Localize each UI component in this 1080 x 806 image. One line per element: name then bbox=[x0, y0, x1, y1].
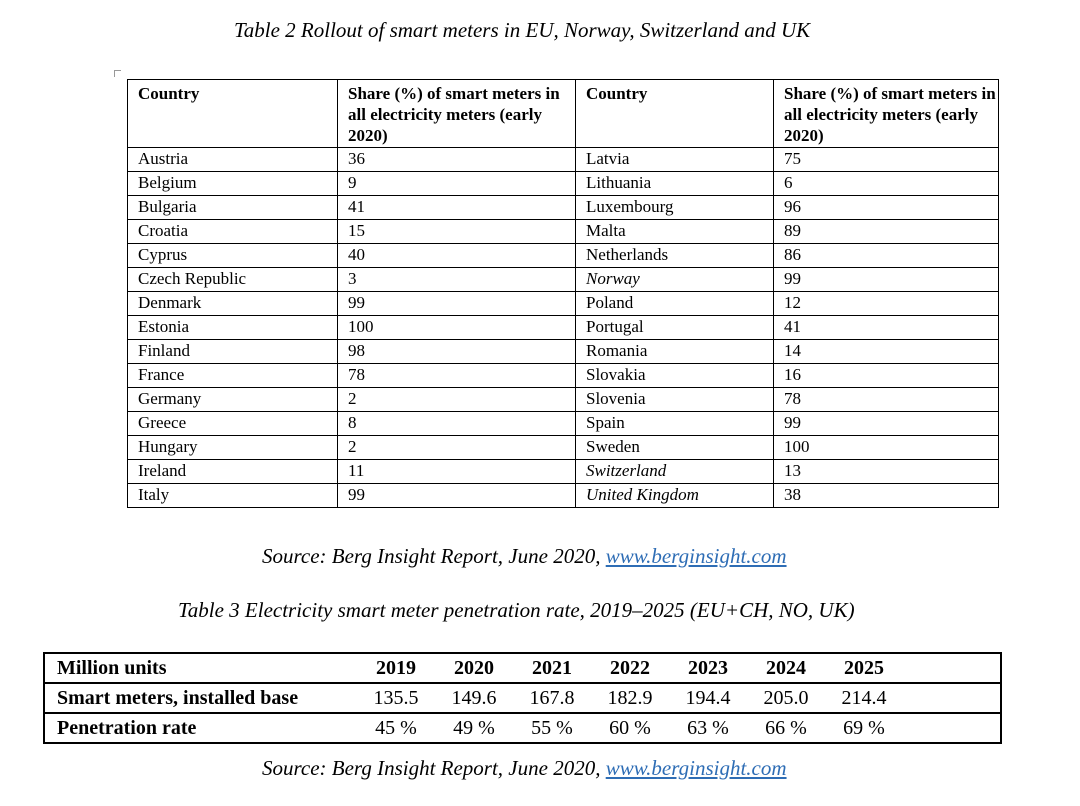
value-cell: 205.0 bbox=[747, 683, 825, 713]
country-cell: Switzerland bbox=[576, 460, 774, 484]
country-cell: Croatia bbox=[128, 220, 338, 244]
country-header: Country bbox=[576, 80, 774, 148]
country-cell: Malta bbox=[576, 220, 774, 244]
share-cell: 15 bbox=[338, 220, 576, 244]
table-row bbox=[128, 220, 999, 244]
share-cell: 99 bbox=[774, 268, 999, 292]
country-cell: Germany bbox=[128, 388, 338, 412]
country-cell: Cyprus bbox=[128, 244, 338, 268]
table-row bbox=[128, 292, 999, 316]
share-cell: 38 bbox=[774, 484, 999, 508]
spacer-cell bbox=[903, 683, 1001, 713]
share-cell: 6 bbox=[774, 172, 999, 196]
share-cell: 96 bbox=[774, 196, 999, 220]
country-cell: Netherlands bbox=[576, 244, 774, 268]
country-cell: Belgium bbox=[128, 172, 338, 196]
source-link[interactable]: www.berginsight.com bbox=[605, 756, 787, 780]
source-text: Source: Berg Insight Report, June 2020, bbox=[262, 544, 606, 568]
spacer-cell bbox=[903, 713, 1001, 743]
country-cell: Denmark bbox=[128, 292, 338, 316]
year-header: 2024 bbox=[747, 653, 825, 683]
table-header-row bbox=[128, 80, 999, 148]
value-cell: 55 % bbox=[531, 717, 573, 739]
country-cell: Sweden bbox=[576, 436, 774, 460]
year-header: 2022 bbox=[591, 653, 669, 683]
country-cell: Lithuania bbox=[576, 172, 774, 196]
country-cell: Ireland bbox=[128, 460, 338, 484]
value-cell: 69 % bbox=[843, 717, 885, 739]
table-header-row bbox=[44, 653, 1001, 683]
country-cell: Romania bbox=[576, 340, 774, 364]
table-row bbox=[128, 436, 999, 460]
year-header: 2025 bbox=[825, 653, 903, 683]
table-row bbox=[128, 460, 999, 484]
share-cell: 78 bbox=[338, 364, 576, 388]
year-header: 2023 bbox=[669, 653, 747, 683]
row-label: Penetration rate bbox=[57, 717, 197, 739]
country-cell: United Kingdom bbox=[576, 484, 774, 508]
share-cell: 75 bbox=[774, 148, 999, 172]
country-cell: Czech Republic bbox=[128, 268, 338, 292]
share-cell: 40 bbox=[338, 244, 576, 268]
value-cell: 49 % bbox=[453, 717, 495, 739]
country-cell: France bbox=[128, 364, 338, 388]
country-cell: Slovenia bbox=[576, 388, 774, 412]
share-cell: 8 bbox=[338, 412, 576, 436]
share-cell: 100 bbox=[774, 436, 999, 460]
year-header: 2020 bbox=[435, 653, 513, 683]
value-cell: 149.6 bbox=[435, 683, 513, 713]
country-cell: Greece bbox=[128, 412, 338, 436]
share-cell: 41 bbox=[774, 316, 999, 340]
share-cell: 86 bbox=[774, 244, 999, 268]
value-cell: 60 % bbox=[609, 717, 651, 739]
table-row bbox=[128, 244, 999, 268]
country-cell: Hungary bbox=[128, 436, 338, 460]
share-header: Share (%) of smart meters in all electricity meters (early 2020) bbox=[338, 80, 576, 148]
value-cell: 214.4 bbox=[825, 683, 903, 713]
share-cell: 78 bbox=[774, 388, 999, 412]
source-link[interactable]: www.berginsight.com bbox=[605, 544, 787, 568]
country-cell: Portugal bbox=[576, 316, 774, 340]
smart-meter-rollout-table bbox=[127, 79, 999, 508]
table-row bbox=[128, 148, 999, 172]
penetration-rate-table bbox=[43, 652, 1002, 744]
country-cell: Latvia bbox=[576, 148, 774, 172]
table2-source bbox=[262, 544, 787, 569]
share-cell: 89 bbox=[774, 220, 999, 244]
value-cell: 66 % bbox=[765, 717, 807, 739]
value-cell: 182.9 bbox=[591, 683, 669, 713]
share-cell: 11 bbox=[338, 460, 576, 484]
table-row bbox=[128, 412, 999, 436]
value-cell: 167.8 bbox=[513, 683, 591, 713]
table-row bbox=[128, 484, 999, 508]
year-header: 2019 bbox=[357, 653, 435, 683]
table-row bbox=[128, 268, 999, 292]
country-cell: Slovakia bbox=[576, 364, 774, 388]
share-cell: 14 bbox=[774, 340, 999, 364]
table-row bbox=[128, 388, 999, 412]
share-cell: 99 bbox=[338, 484, 576, 508]
share-cell: 12 bbox=[774, 292, 999, 316]
year-header: 2021 bbox=[513, 653, 591, 683]
country-cell: Norway bbox=[576, 268, 774, 292]
share-header: Share (%) of smart meters in all electricity meters (early 2020) bbox=[774, 80, 999, 148]
table3-caption: Table 3 Electricity smart meter penetration rate, 2019–2025 (EU+CH, NO, UK) bbox=[178, 598, 855, 622]
share-cell: 13 bbox=[774, 460, 999, 484]
corner-mark bbox=[114, 70, 121, 77]
table-row bbox=[44, 683, 1001, 713]
country-cell: Austria bbox=[128, 148, 338, 172]
country-cell: Finland bbox=[128, 340, 338, 364]
country-cell: Spain bbox=[576, 412, 774, 436]
table-row bbox=[44, 713, 1001, 743]
country-cell: Bulgaria bbox=[128, 196, 338, 220]
share-cell: 36 bbox=[338, 148, 576, 172]
table3-source bbox=[262, 756, 787, 781]
country-cell: Italy bbox=[128, 484, 338, 508]
country-cell: Poland bbox=[576, 292, 774, 316]
value-cell: 63 % bbox=[687, 717, 729, 739]
value-cell: 194.4 bbox=[669, 683, 747, 713]
table-row bbox=[128, 172, 999, 196]
country-header: Country bbox=[128, 80, 338, 148]
share-cell: 99 bbox=[338, 292, 576, 316]
country-cell: Luxembourg bbox=[576, 196, 774, 220]
row-label: Smart meters, installed base bbox=[44, 683, 357, 713]
table-row bbox=[128, 340, 999, 364]
share-cell: 3 bbox=[338, 268, 576, 292]
share-cell: 100 bbox=[338, 316, 576, 340]
table-row bbox=[128, 196, 999, 220]
row-label: Million units bbox=[44, 653, 357, 683]
share-cell: 99 bbox=[774, 412, 999, 436]
share-cell: 2 bbox=[338, 436, 576, 460]
table-row bbox=[128, 364, 999, 388]
table2-caption: Table 2 Rollout of smart meters in EU, Norway, Switzerland and UK bbox=[234, 18, 811, 42]
share-cell: 41 bbox=[338, 196, 576, 220]
table-row bbox=[128, 316, 999, 340]
share-cell: 2 bbox=[338, 388, 576, 412]
source-text: Source: Berg Insight Report, June 2020, bbox=[262, 756, 606, 780]
share-cell: 98 bbox=[338, 340, 576, 364]
share-cell: 16 bbox=[774, 364, 999, 388]
value-cell: 135.5 bbox=[357, 683, 435, 713]
share-cell: 9 bbox=[338, 172, 576, 196]
value-cell: 45 % bbox=[375, 717, 417, 739]
country-cell: Estonia bbox=[128, 316, 338, 340]
spacer-cell bbox=[903, 653, 1001, 683]
